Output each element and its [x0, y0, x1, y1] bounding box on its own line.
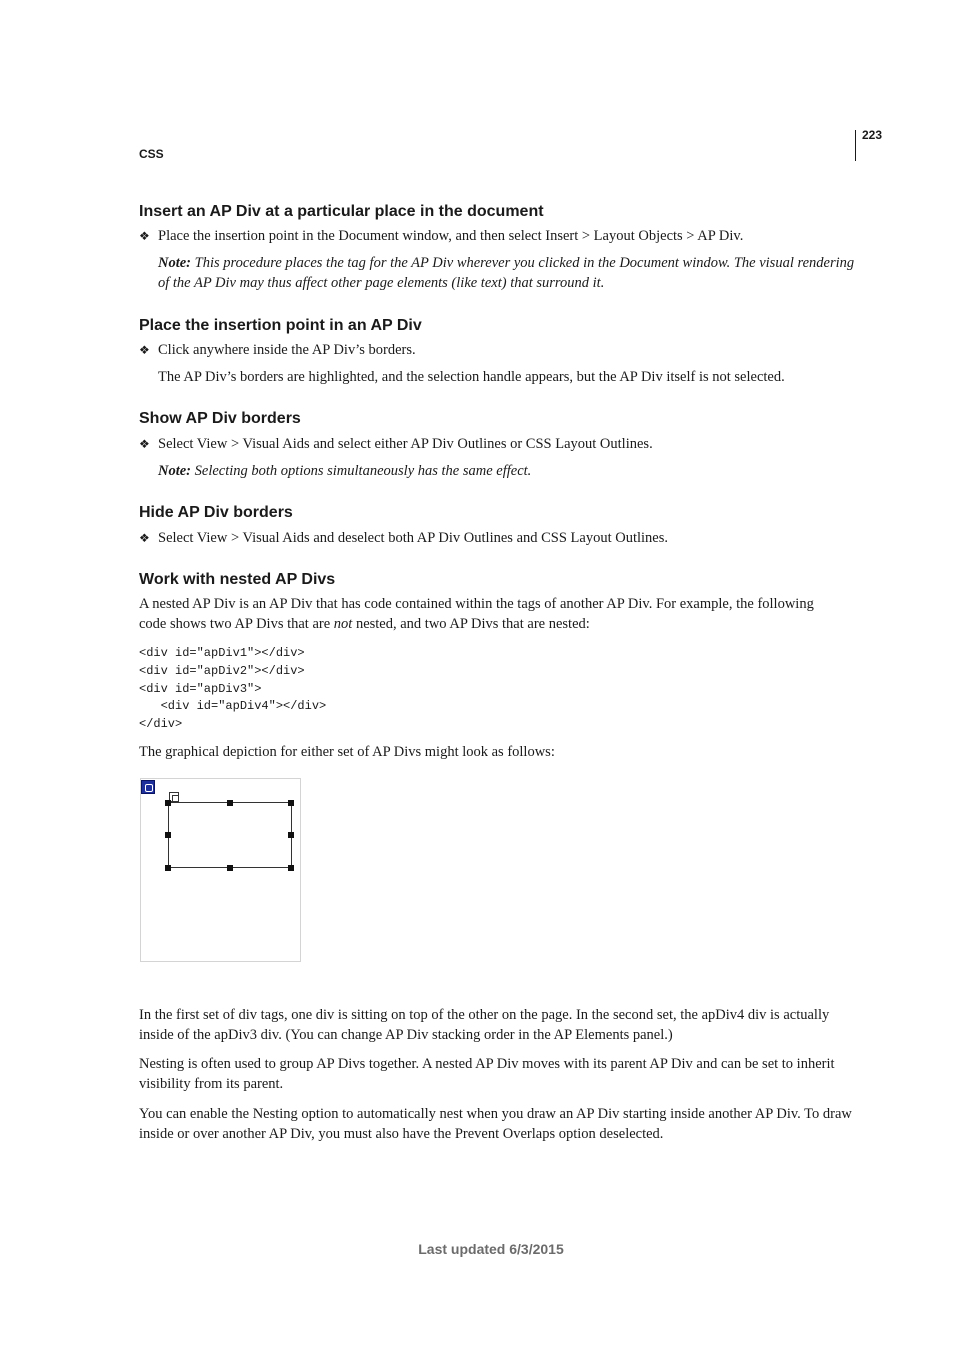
- bullet-icon: ❖: [139, 437, 150, 451]
- ap-div-anchor-icon: [141, 780, 155, 794]
- nested-intro-text-b: nested, and two AP Divs that are nested:: [352, 616, 590, 632]
- figure-intro: The graphical depiction for either set of AP Divs might look as follows:: [139, 744, 555, 760]
- nested-intro-line1: A nested AP Div is an AP Div that has code contained within the tags of another AP Div. For example, the following: [139, 596, 814, 612]
- note-show: [158, 461, 854, 481]
- note-insert: [158, 253, 854, 293]
- step-insert: Place the insertion point in the Document window, and then select Insert > Layout Objects > AP Div.: [158, 228, 744, 244]
- code-line: <div id="apDiv3">: [139, 681, 262, 696]
- code-line: <div id="apDiv4"></div>: [139, 699, 327, 714]
- bullet-icon: ❖: [139, 229, 150, 243]
- resize-handle-right[interactable]: [288, 832, 294, 838]
- footer-last-updated: Last updated 6/3/2015: [418, 1241, 564, 1257]
- heading-show-borders: Show AP Div borders: [139, 410, 301, 427]
- heading-insert-ap-div: Insert an AP Div at a particular place in the document: [139, 203, 544, 220]
- heading-place-insertion: Place the insertion point in an AP Div: [139, 317, 422, 334]
- running-head: CSS: [139, 147, 164, 161]
- code-line: </div>: [139, 717, 183, 732]
- resize-handle-top-right[interactable]: [288, 800, 294, 806]
- resize-handle-top-left[interactable]: [165, 800, 171, 806]
- step-place: Click anywhere inside the AP Div’s borders.: [158, 342, 416, 358]
- note-label: Note:: [158, 463, 192, 479]
- resize-handle-left[interactable]: [165, 832, 171, 838]
- nested-ap-div-outline[interactable]: [168, 802, 292, 868]
- note-label: Note:: [158, 255, 192, 271]
- note-insert-line1: This procedure places the tag for the AP Div wherever you clicked in the Document window. The visual rendering: [194, 255, 855, 271]
- resize-handle-bottom-right[interactable]: [288, 865, 294, 871]
- result-place: The AP Div’s borders are highlighted, and the selection handle appears, but the AP Div itself is not selected.: [158, 369, 785, 385]
- nested-paragraph-1: In the first set of div tags, one div is sitting on top of the other on the page. In the second set, the apDiv4 div is actually inside of the apDiv3 div. (You can change AP Div stacking order in the AP Elements panel.): [139, 1007, 830, 1043]
- nested-paragraph-2: Nesting is often used to group AP Divs together. A nested AP Div moves with its parent AP Div and can be set to inherit visibility from its parent.: [139, 1056, 835, 1092]
- resize-handle-top[interactable]: [227, 800, 233, 806]
- code-line: <div id="apDiv2"></div>: [139, 663, 305, 678]
- nested-intro-line2: [139, 614, 590, 634]
- nested-intro-emphasis: not: [333, 616, 353, 632]
- nested-intro-text-a: code shows two AP Divs that are: [139, 616, 334, 632]
- heading-hide-borders: Hide AP Div borders: [139, 504, 293, 521]
- bullet-icon: ❖: [139, 531, 150, 545]
- page-number: 223: [862, 128, 883, 142]
- resize-handle-bottom[interactable]: [227, 865, 233, 871]
- page-number-rule: [855, 130, 856, 161]
- code-sample: [139, 645, 326, 734]
- bullet-icon: ❖: [139, 343, 150, 357]
- step-hide: Select View > Visual Aids and deselect both AP Div Outlines and CSS Layout Outlines.: [158, 530, 669, 546]
- nested-paragraph-3: You can enable the Nesting option to automatically nest when you draw an AP Div starting inside another AP Div. To draw inside or over another AP Div, you must also have the Prevent Overlaps option deselected.: [139, 1106, 852, 1142]
- step-show: Select View > Visual Aids and select either AP Div Outlines or CSS Layout Outlines.: [158, 436, 653, 452]
- note-show-text: Selecting both options simultaneously has the same effect.: [194, 463, 532, 479]
- heading-nested-ap-divs: Work with nested AP Divs: [139, 571, 336, 588]
- resize-handle-bottom-left[interactable]: [165, 865, 171, 871]
- note-insert-line2: of the AP Div may thus affect other page elements (like text) that surround it.: [158, 275, 605, 291]
- code-line: <div id="apDiv1"></div>: [139, 646, 305, 660]
